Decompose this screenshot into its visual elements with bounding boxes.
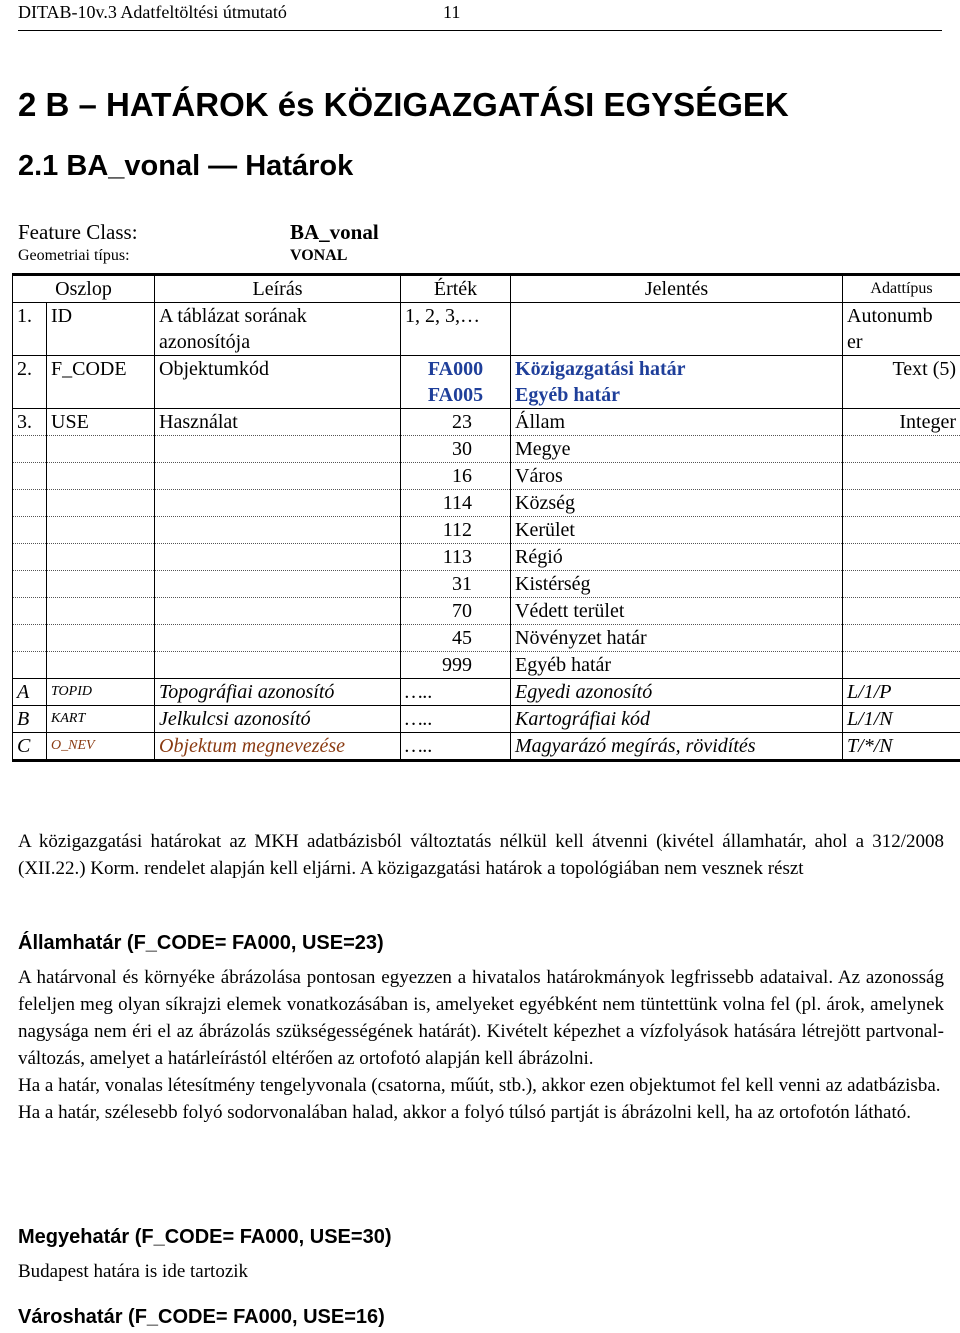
table-cell: ….. [401,679,511,706]
table-row [13,652,960,679]
section-megyehatar-body [18,1258,944,1285]
geometry-type-row [18,247,348,265]
table-cell [47,382,155,409]
table-cell: Objektum megnevezése [155,733,401,761]
page-number: 11 [443,2,461,22]
table-row [13,571,960,598]
table-cell: ….. [401,733,511,761]
table-cell: 2. [13,356,47,383]
table-cell [47,625,155,652]
table-cell [47,436,155,463]
heading-varoshatar: Városhatár (F_CODE= FA000, USE=16) [18,1306,385,1328]
table-cell [47,329,155,356]
header-divider [18,30,942,31]
table-cell: Kartográfiai kód [511,706,843,733]
table-row [13,679,960,706]
table-cell: USE [47,409,155,436]
table-cell: 1. [13,303,47,330]
table-cell: F_CODE [47,356,155,383]
table-row [13,382,960,409]
intro-paragraph [18,828,944,882]
table-cell: TOPID [47,679,155,706]
table-cell [47,598,155,625]
table-cell [155,463,401,490]
table-cell: O_NEV [47,733,155,761]
table-cell: Község [511,490,843,517]
table-cell: 45 [401,625,511,652]
table-row [13,329,960,356]
table-cell: FA005 [401,382,511,409]
paragraph-text: A határvonal és környéke ábrázolása pontosan egyezzen a hivatalos határokmányok legfrissebb adataival. Az azonosság feleljen meg olyan síkrajzi elemek vonatkozásában is, amelyeket egyébként nem tüntettünk volna fel (pl. árok, amelynek nagysága nem éri el az ábrázolás szükségességének határát). Kivételt képezhet a vízfolyások hatására létrejött partvonal-változás, amelyet a határleírástól eltérően az ortofotó alapján kell ábrázolni. [18,967,944,1069]
table-cell: L/1/N [843,706,960,733]
table-cell [47,544,155,571]
table-cell: Text (5) [843,356,960,383]
table-cell: B [13,706,47,733]
paragraph-text: A közigazgatási határokat az MKH adatbázisból változtatás nélkül kell átvenni (kivétel államhatár, ahol a 312/2008 (XII.22.) Korm. rendelet alapján kell eljárni. A közigazgatási határok a topológiában nem vesznek részt [18,831,944,879]
table-cell: Állam [511,409,843,436]
table-cell [13,329,47,356]
table-cell [155,571,401,598]
table-cell: 16 [401,463,511,490]
table-cell: Jelkulcsi azonosító [155,706,401,733]
table-cell: Autonumb [843,303,960,330]
table-cell [47,652,155,679]
table-row [13,490,960,517]
table-cell [13,436,47,463]
paragraph-text: Ha a határ, vonalas létesítmény tengelyvonala (csatorna, műút, stb.), akkor ezen objektumot fel kell venni az adatbázisba. [18,1075,941,1096]
table-cell: 112 [401,517,511,544]
table-cell: Megye [511,436,843,463]
table-cell [13,517,47,544]
table-cell [843,652,960,679]
table-cell [155,517,401,544]
table-cell [47,490,155,517]
table-cell [155,490,401,517]
table-cell [13,544,47,571]
table-cell [155,652,401,679]
table-cell: Integer [843,409,960,436]
table-cell: 3. [13,409,47,436]
table-cell [13,490,47,517]
header-cell-meaning: Jelentés [511,275,843,303]
table-cell: FA000 [401,356,511,383]
table-row [13,706,960,733]
feature-class-row [18,220,379,245]
table-cell: 114 [401,490,511,517]
table-cell: Város [511,463,843,490]
table-row [13,517,960,544]
paragraph-text: Ha a határ, szélesebb folyó sodorvonalában halad, akkor a folyó túlsó partját is ábrázolni kell, ha az ortofotón látható. [18,1102,911,1123]
feature-class-label: Feature Class: [18,220,138,244]
table-cell: ….. [401,706,511,733]
table-header-row [13,275,960,303]
table-cell: Magyarázó megírás, rövidítés [511,733,843,761]
header-cell-description: Leírás [155,275,401,303]
heading-allamhatar: Államhatár (F_CODE= FA000, USE=23) [18,932,384,954]
table-cell [843,598,960,625]
heading-megyehatar: Megyehatár (F_CODE= FA000, USE=30) [18,1226,392,1248]
table-cell: Egyéb határ [511,652,843,679]
geometry-type-label: Geometriai típus: [18,247,130,264]
paragraph-text: Budapest határa is ide tartozik [18,1261,249,1282]
table-cell: Objektumkód [155,356,401,383]
table-cell: ID [47,303,155,330]
table-cell: Közigazgatási határ [511,356,843,383]
table-cell [511,303,843,330]
table-cell: L/1/P [843,679,960,706]
geometry-type-value: VONAL [290,247,348,264]
table-cell [843,382,960,409]
table-cell: A táblázat sorának [155,303,401,330]
table-cell: Növényzet határ [511,625,843,652]
table-cell: Régió [511,544,843,571]
table-cell [843,571,960,598]
table-cell: Kerület [511,517,843,544]
table-cell: Topográfiai azonosító [155,679,401,706]
table-cell: C [13,733,47,761]
table-cell: 31 [401,571,511,598]
table-cell [155,436,401,463]
chapter-title: 2 B – HATÁROK és KÖZIGAZGATÁSI EGYSÉGEK [18,86,789,123]
table-row [13,356,960,383]
table-cell [155,598,401,625]
table-cell [47,463,155,490]
table-cell [843,544,960,571]
table-cell [155,544,401,571]
document-title: DITAB-10v.3 Adatfeltöltési útmutató [18,2,287,22]
table-cell: A [13,679,47,706]
table-cell: Egyéb határ [511,382,843,409]
table-cell [511,329,843,356]
table-row [13,463,960,490]
table-cell [13,463,47,490]
table-cell [843,463,960,490]
table-row [13,598,960,625]
table-cell [843,517,960,544]
table-cell: Kistérség [511,571,843,598]
table-row [13,436,960,463]
table-cell [47,517,155,544]
table-cell [13,625,47,652]
table-row [13,544,960,571]
table-cell [155,625,401,652]
table-cell: Egyedi azonosító [511,679,843,706]
table-cell [843,436,960,463]
table-cell: 23 [401,409,511,436]
table-cell [13,571,47,598]
table-row [13,625,960,652]
table-cell: er [843,329,960,356]
table-row [13,733,960,761]
table-cell [155,382,401,409]
feature-class-value: BA_vonal [290,220,379,244]
table-cell: Védett terület [511,598,843,625]
table-cell: 1, 2, 3,… [401,303,511,330]
table-cell: 113 [401,544,511,571]
attribute-table [12,273,960,762]
table-cell: Használat [155,409,401,436]
table-cell [843,490,960,517]
header-cell-datatype: Adattípus [843,275,960,303]
table-cell: 999 [401,652,511,679]
table-row [13,303,960,330]
table-row [13,409,960,436]
page-header [18,2,461,23]
table-cell [401,329,511,356]
table-cell: T/*/N [843,733,960,761]
table-cell: 70 [401,598,511,625]
table-cell [13,382,47,409]
header-cell-value: Érték [401,275,511,303]
table-cell [13,652,47,679]
table-cell [13,598,47,625]
table-cell [47,571,155,598]
table-cell: KART [47,706,155,733]
header-cell-column: Oszlop [13,275,155,303]
table-cell [843,625,960,652]
table-cell: azonosítója [155,329,401,356]
section-allamhatar-body [18,964,944,1126]
section-title: 2.1 BA_vonal — Határok [18,150,354,182]
table-cell: 30 [401,436,511,463]
